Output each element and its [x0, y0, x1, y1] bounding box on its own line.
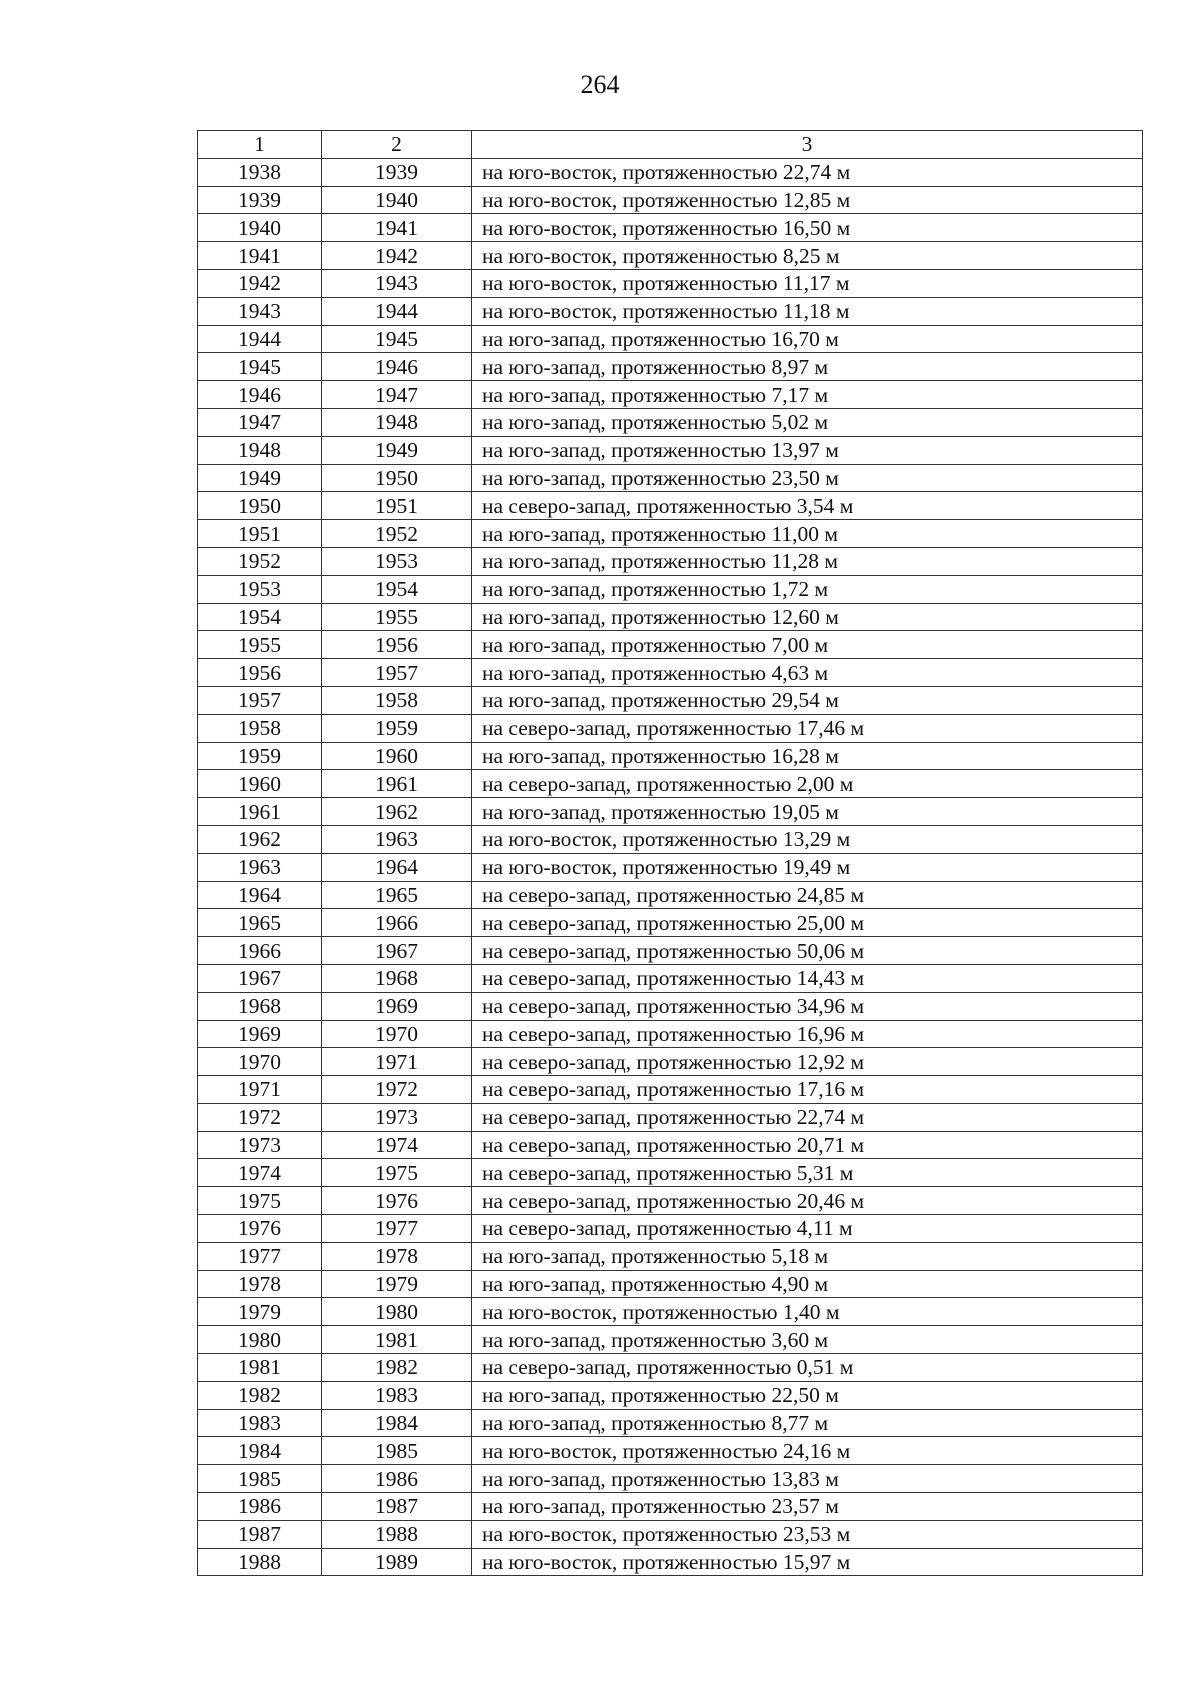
direction-length-cell: на северо-запад, протяженностью 3,54 м [472, 492, 1143, 520]
from-point-cell: 1947 [198, 408, 322, 436]
from-point-cell: 1962 [198, 825, 322, 853]
from-point-cell: 1973 [198, 1131, 322, 1159]
from-point-cell: 1979 [198, 1298, 322, 1326]
to-point-cell: 1984 [322, 1409, 472, 1437]
direction-length-cell: на юго-восток, протяженностью 19,49 м [472, 853, 1143, 881]
direction-length-cell: на юго-восток, протяженностью 13,29 м [472, 825, 1143, 853]
to-point-cell: 1974 [322, 1131, 472, 1159]
direction-length-cell: на юго-запад, протяженностью 11,00 м [472, 520, 1143, 548]
to-point-cell: 1968 [322, 964, 472, 992]
to-point-cell: 1970 [322, 1020, 472, 1048]
from-point-cell: 1988 [198, 1548, 322, 1576]
to-point-cell: 1981 [322, 1326, 472, 1354]
table-row [198, 1048, 1143, 1076]
from-point-cell: 1941 [198, 242, 322, 270]
from-point-cell: 1946 [198, 381, 322, 409]
direction-length-cell: на северо-запад, протяженностью 2,00 м [472, 770, 1143, 798]
table-row [198, 992, 1143, 1020]
from-point-cell: 1940 [198, 214, 322, 242]
to-point-cell: 1969 [322, 992, 472, 1020]
table-row [198, 353, 1143, 381]
direction-length-cell: на юго-запад, протяженностью 23,50 м [472, 464, 1143, 492]
to-point-cell: 1963 [322, 825, 472, 853]
to-point-cell: 1958 [322, 686, 472, 714]
table-row [198, 325, 1143, 353]
from-point-cell: 1971 [198, 1076, 322, 1104]
direction-length-cell: на юго-запад, протяженностью 7,00 м [472, 631, 1143, 659]
table-row [198, 408, 1143, 436]
from-point-cell: 1959 [198, 742, 322, 770]
direction-length-cell: на северо-запад, протяженностью 17,16 м [472, 1076, 1143, 1104]
to-point-cell: 1955 [322, 603, 472, 631]
from-point-cell: 1958 [198, 714, 322, 742]
to-point-cell: 1965 [322, 881, 472, 909]
from-point-cell: 1978 [198, 1270, 322, 1298]
direction-length-cell: на юго-восток, протяженностью 11,17 м [472, 269, 1143, 297]
direction-length-cell: на юго-запад, протяженностью 13,83 м [472, 1465, 1143, 1493]
table-row [198, 464, 1143, 492]
to-point-cell: 1947 [322, 381, 472, 409]
from-point-cell: 1980 [198, 1326, 322, 1354]
table-row [198, 1131, 1143, 1159]
to-point-cell: 1948 [322, 408, 472, 436]
boundary-table [197, 130, 1143, 1576]
direction-length-cell: на юго-запад, протяженностью 5,18 м [472, 1242, 1143, 1270]
direction-length-cell: на юго-запад, протяженностью 12,60 м [472, 603, 1143, 631]
header-col-2: 2 [322, 131, 472, 159]
from-point-cell: 1960 [198, 770, 322, 798]
to-point-cell: 1951 [322, 492, 472, 520]
to-point-cell: 1986 [322, 1465, 472, 1493]
direction-length-cell: на юго-восток, протяженностью 24,16 м [472, 1437, 1143, 1465]
direction-length-cell: на юго-запад, протяженностью 16,70 м [472, 325, 1143, 353]
to-point-cell: 1964 [322, 853, 472, 881]
table-row [198, 214, 1143, 242]
table-row [198, 1159, 1143, 1187]
to-point-cell: 1960 [322, 742, 472, 770]
to-point-cell: 1945 [322, 325, 472, 353]
direction-length-cell: на юго-восток, протяженностью 8,25 м [472, 242, 1143, 270]
direction-length-cell: на северо-запад, протяженностью 12,92 м [472, 1048, 1143, 1076]
from-point-cell: 1982 [198, 1381, 322, 1409]
to-point-cell: 1982 [322, 1354, 472, 1382]
direction-length-cell: на юго-запад, протяженностью 29,54 м [472, 686, 1143, 714]
from-point-cell: 1939 [198, 186, 322, 214]
direction-length-cell: на юго-восток, протяженностью 11,18 м [472, 297, 1143, 325]
from-point-cell: 1943 [198, 297, 322, 325]
to-point-cell: 1959 [322, 714, 472, 742]
table-row [198, 436, 1143, 464]
from-point-cell: 1938 [198, 158, 322, 186]
to-point-cell: 1956 [322, 631, 472, 659]
direction-length-cell: на северо-запад, протяженностью 24,85 м [472, 881, 1143, 909]
to-point-cell: 1980 [322, 1298, 472, 1326]
direction-length-cell: на юго-восток, протяженностью 23,53 м [472, 1520, 1143, 1548]
to-point-cell: 1946 [322, 353, 472, 381]
from-point-cell: 1972 [198, 1103, 322, 1131]
direction-length-cell: на юго-запад, протяженностью 7,17 м [472, 381, 1143, 409]
table-row [198, 1215, 1143, 1243]
to-point-cell: 1939 [322, 158, 472, 186]
from-point-cell: 1985 [198, 1465, 322, 1493]
from-point-cell: 1956 [198, 659, 322, 687]
to-point-cell: 1987 [322, 1493, 472, 1521]
table-row [198, 1381, 1143, 1409]
to-point-cell: 1966 [322, 909, 472, 937]
direction-length-cell: на юго-запад, протяженностью 19,05 м [472, 798, 1143, 826]
direction-length-cell: на юго-запад, протяженностью 4,90 м [472, 1270, 1143, 1298]
from-point-cell: 1965 [198, 909, 322, 937]
direction-length-cell: на северо-запад, протяженностью 5,31 м [472, 1159, 1143, 1187]
table-row [198, 659, 1143, 687]
from-point-cell: 1961 [198, 798, 322, 826]
from-point-cell: 1968 [198, 992, 322, 1020]
table-header-row [198, 131, 1143, 159]
from-point-cell: 1966 [198, 937, 322, 965]
from-point-cell: 1944 [198, 325, 322, 353]
to-point-cell: 1975 [322, 1159, 472, 1187]
from-point-cell: 1957 [198, 686, 322, 714]
from-point-cell: 1987 [198, 1520, 322, 1548]
to-point-cell: 1940 [322, 186, 472, 214]
table-row [198, 881, 1143, 909]
from-point-cell: 1984 [198, 1437, 322, 1465]
table-row [198, 853, 1143, 881]
direction-length-cell: на юго-запад, протяженностью 13,97 м [472, 436, 1143, 464]
to-point-cell: 1977 [322, 1215, 472, 1243]
to-point-cell: 1989 [322, 1548, 472, 1576]
direction-length-cell: на северо-запад, протяженностью 50,06 м [472, 937, 1143, 965]
to-point-cell: 1953 [322, 547, 472, 575]
direction-length-cell: на северо-запад, протяженностью 22,74 м [472, 1103, 1143, 1131]
table-row [198, 1354, 1143, 1382]
table-row [198, 1103, 1143, 1131]
from-point-cell: 1950 [198, 492, 322, 520]
table-row [198, 1465, 1143, 1493]
table-row [198, 603, 1143, 631]
table-row [198, 1437, 1143, 1465]
to-point-cell: 1983 [322, 1381, 472, 1409]
direction-length-cell: на юго-запад, протяженностью 3,60 м [472, 1326, 1143, 1354]
direction-length-cell: на северо-запад, протяженностью 17,46 м [472, 714, 1143, 742]
table-row [198, 1242, 1143, 1270]
table-row [198, 575, 1143, 603]
table-row [198, 825, 1143, 853]
to-point-cell: 1957 [322, 659, 472, 687]
to-point-cell: 1985 [322, 1437, 472, 1465]
table-row [198, 1076, 1143, 1104]
table-row [198, 714, 1143, 742]
table-row [198, 742, 1143, 770]
to-point-cell: 1973 [322, 1103, 472, 1131]
table-row [198, 1548, 1143, 1576]
table-row [198, 186, 1143, 214]
direction-length-cell: на юго-запад, протяженностью 8,77 м [472, 1409, 1143, 1437]
to-point-cell: 1962 [322, 798, 472, 826]
to-point-cell: 1954 [322, 575, 472, 603]
to-point-cell: 1950 [322, 464, 472, 492]
direction-length-cell: на северо-запад, протяженностью 0,51 м [472, 1354, 1143, 1382]
table-row [198, 937, 1143, 965]
to-point-cell: 1979 [322, 1270, 472, 1298]
table-row [198, 520, 1143, 548]
direction-length-cell: на юго-восток, протяженностью 16,50 м [472, 214, 1143, 242]
from-point-cell: 1981 [198, 1354, 322, 1382]
from-point-cell: 1955 [198, 631, 322, 659]
from-point-cell: 1986 [198, 1493, 322, 1521]
direction-length-cell: на юго-восток, протяженностью 22,74 м [472, 158, 1143, 186]
to-point-cell: 1941 [322, 214, 472, 242]
direction-length-cell: на юго-восток, протяженностью 15,97 м [472, 1548, 1143, 1576]
table-row [198, 1020, 1143, 1048]
table-row [198, 686, 1143, 714]
to-point-cell: 1952 [322, 520, 472, 548]
from-point-cell: 1974 [198, 1159, 322, 1187]
header-col-3: 3 [472, 131, 1143, 159]
table-row [198, 1409, 1143, 1437]
direction-length-cell: на северо-запад, протяженностью 20,46 м [472, 1187, 1143, 1215]
table-row [198, 297, 1143, 325]
from-point-cell: 1948 [198, 436, 322, 464]
header-col-1: 1 [198, 131, 322, 159]
direction-length-cell: на северо-запад, протяженностью 4,11 м [472, 1215, 1143, 1243]
table-row [198, 381, 1143, 409]
direction-length-cell: на юго-запад, протяженностью 16,28 м [472, 742, 1143, 770]
from-point-cell: 1977 [198, 1242, 322, 1270]
to-point-cell: 1976 [322, 1187, 472, 1215]
from-point-cell: 1964 [198, 881, 322, 909]
to-point-cell: 1978 [322, 1242, 472, 1270]
table-row [198, 547, 1143, 575]
table-row [198, 1326, 1143, 1354]
from-point-cell: 1945 [198, 353, 322, 381]
table-row [198, 1520, 1143, 1548]
table-row [198, 1270, 1143, 1298]
table-row [198, 964, 1143, 992]
to-point-cell: 1943 [322, 269, 472, 297]
direction-length-cell: на северо-запад, протяженностью 25,00 м [472, 909, 1143, 937]
table-row [198, 269, 1143, 297]
to-point-cell: 1961 [322, 770, 472, 798]
from-point-cell: 1942 [198, 269, 322, 297]
direction-length-cell: на северо-запад, протяженностью 34,96 м [472, 992, 1143, 1020]
table-row [198, 158, 1143, 186]
to-point-cell: 1949 [322, 436, 472, 464]
direction-length-cell: на юго-восток, протяженностью 12,85 м [472, 186, 1143, 214]
table-row [198, 909, 1143, 937]
from-point-cell: 1952 [198, 547, 322, 575]
table-row [198, 1298, 1143, 1326]
to-point-cell: 1944 [322, 297, 472, 325]
table-row [198, 1187, 1143, 1215]
direction-length-cell: на юго-запад, протяженностью 5,02 м [472, 408, 1143, 436]
direction-length-cell: на юго-запад, протяженностью 4,63 м [472, 659, 1143, 687]
from-point-cell: 1970 [198, 1048, 322, 1076]
to-point-cell: 1988 [322, 1520, 472, 1548]
direction-length-cell: на юго-запад, протяженностью 11,28 м [472, 547, 1143, 575]
from-point-cell: 1953 [198, 575, 322, 603]
from-point-cell: 1969 [198, 1020, 322, 1048]
to-point-cell: 1971 [322, 1048, 472, 1076]
from-point-cell: 1983 [198, 1409, 322, 1437]
to-point-cell: 1967 [322, 937, 472, 965]
direction-length-cell: на юго-восток, протяженностью 1,40 м [472, 1298, 1143, 1326]
direction-length-cell: на юго-запад, протяженностью 22,50 м [472, 1381, 1143, 1409]
direction-length-cell: на северо-запад, протяженностью 16,96 м [472, 1020, 1143, 1048]
direction-length-cell: на северо-запад, протяженностью 14,43 м [472, 964, 1143, 992]
table-row [198, 242, 1143, 270]
direction-length-cell: на юго-запад, протяженностью 23,57 м [472, 1493, 1143, 1521]
from-point-cell: 1976 [198, 1215, 322, 1243]
to-point-cell: 1942 [322, 242, 472, 270]
from-point-cell: 1954 [198, 603, 322, 631]
direction-length-cell: на юго-запад, протяженностью 8,97 м [472, 353, 1143, 381]
from-point-cell: 1975 [198, 1187, 322, 1215]
table-row [198, 1493, 1143, 1521]
from-point-cell: 1967 [198, 964, 322, 992]
to-point-cell: 1972 [322, 1076, 472, 1104]
direction-length-cell: на северо-запад, протяженностью 20,71 м [472, 1131, 1143, 1159]
from-point-cell: 1951 [198, 520, 322, 548]
from-point-cell: 1963 [198, 853, 322, 881]
page-number: 264 [580, 70, 620, 99]
table-row [198, 798, 1143, 826]
from-point-cell: 1949 [198, 464, 322, 492]
table-row [198, 492, 1143, 520]
table-row [198, 631, 1143, 659]
direction-length-cell: на юго-запад, протяженностью 1,72 м [472, 575, 1143, 603]
table-body [198, 158, 1143, 1576]
table-row [198, 770, 1143, 798]
